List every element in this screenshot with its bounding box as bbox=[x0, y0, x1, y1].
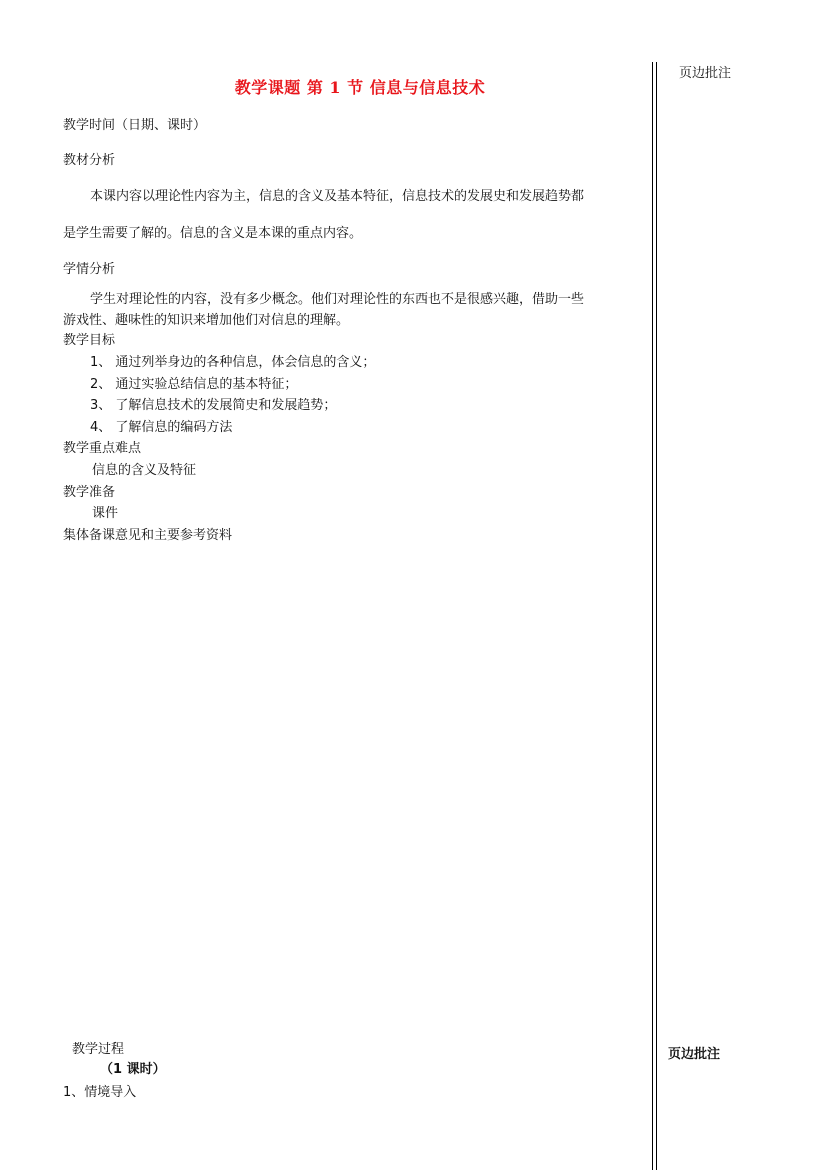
student-analysis-text-line2: 游戏性、趣味性的知识来增加他们对信息的理解。 bbox=[63, 313, 350, 328]
lesson-title: 教学课题 第 1 节 信息与信息技术 bbox=[234, 78, 486, 97]
key-points-heading: 教学重点难点 bbox=[63, 441, 142, 456]
preparation-heading: 教学准备 bbox=[63, 485, 116, 500]
objective-item-2: 2、 通过实验总结信息的基本特征； bbox=[90, 377, 298, 392]
material-analysis-text-line1: 本课内容以理论性内容为主，信息的含义及基本特征，信息技术的发展史和发展趋势都 bbox=[90, 189, 585, 204]
preparation-content: 课件 bbox=[92, 506, 119, 521]
objective-item-3: 3、 了解信息技术的发展简史和发展趋势； bbox=[90, 398, 337, 413]
process-period: （1 课时） bbox=[100, 1062, 166, 1077]
process-step-1: 1、情境导入 bbox=[63, 1085, 137, 1100]
margin-note-bottom: 页边批注 bbox=[668, 1047, 721, 1062]
key-points-content: 信息的含义及特征 bbox=[92, 463, 197, 478]
objective-item-4: 4、 了解信息的编码方法 bbox=[90, 420, 233, 435]
margin-note-top: 页边批注 bbox=[679, 66, 732, 81]
margin-divider-line bbox=[652, 62, 653, 1170]
student-analysis-heading: 学情分析 bbox=[63, 262, 116, 277]
objectives-heading: 教学目标 bbox=[63, 333, 116, 348]
margin-divider-line-inner bbox=[656, 62, 657, 1170]
teaching-time-label: 教学时间（日期、课时） bbox=[63, 118, 207, 133]
student-analysis-text-line1: 学生对理论性的内容，没有多少概念。他们对理论性的东西也不是很感兴趣，借助一些 bbox=[90, 292, 585, 307]
material-analysis-text-line2: 是学生需要了解的。信息的含义是本课的重点内容。 bbox=[63, 226, 363, 241]
material-analysis-heading: 教材分析 bbox=[63, 153, 116, 168]
objective-item-1: 1、 通过列举身边的各种信息，体会信息的含义； bbox=[90, 355, 376, 370]
references-heading: 集体备课意见和主要参考资料 bbox=[63, 528, 233, 543]
process-heading: 教学过程 bbox=[72, 1042, 125, 1057]
